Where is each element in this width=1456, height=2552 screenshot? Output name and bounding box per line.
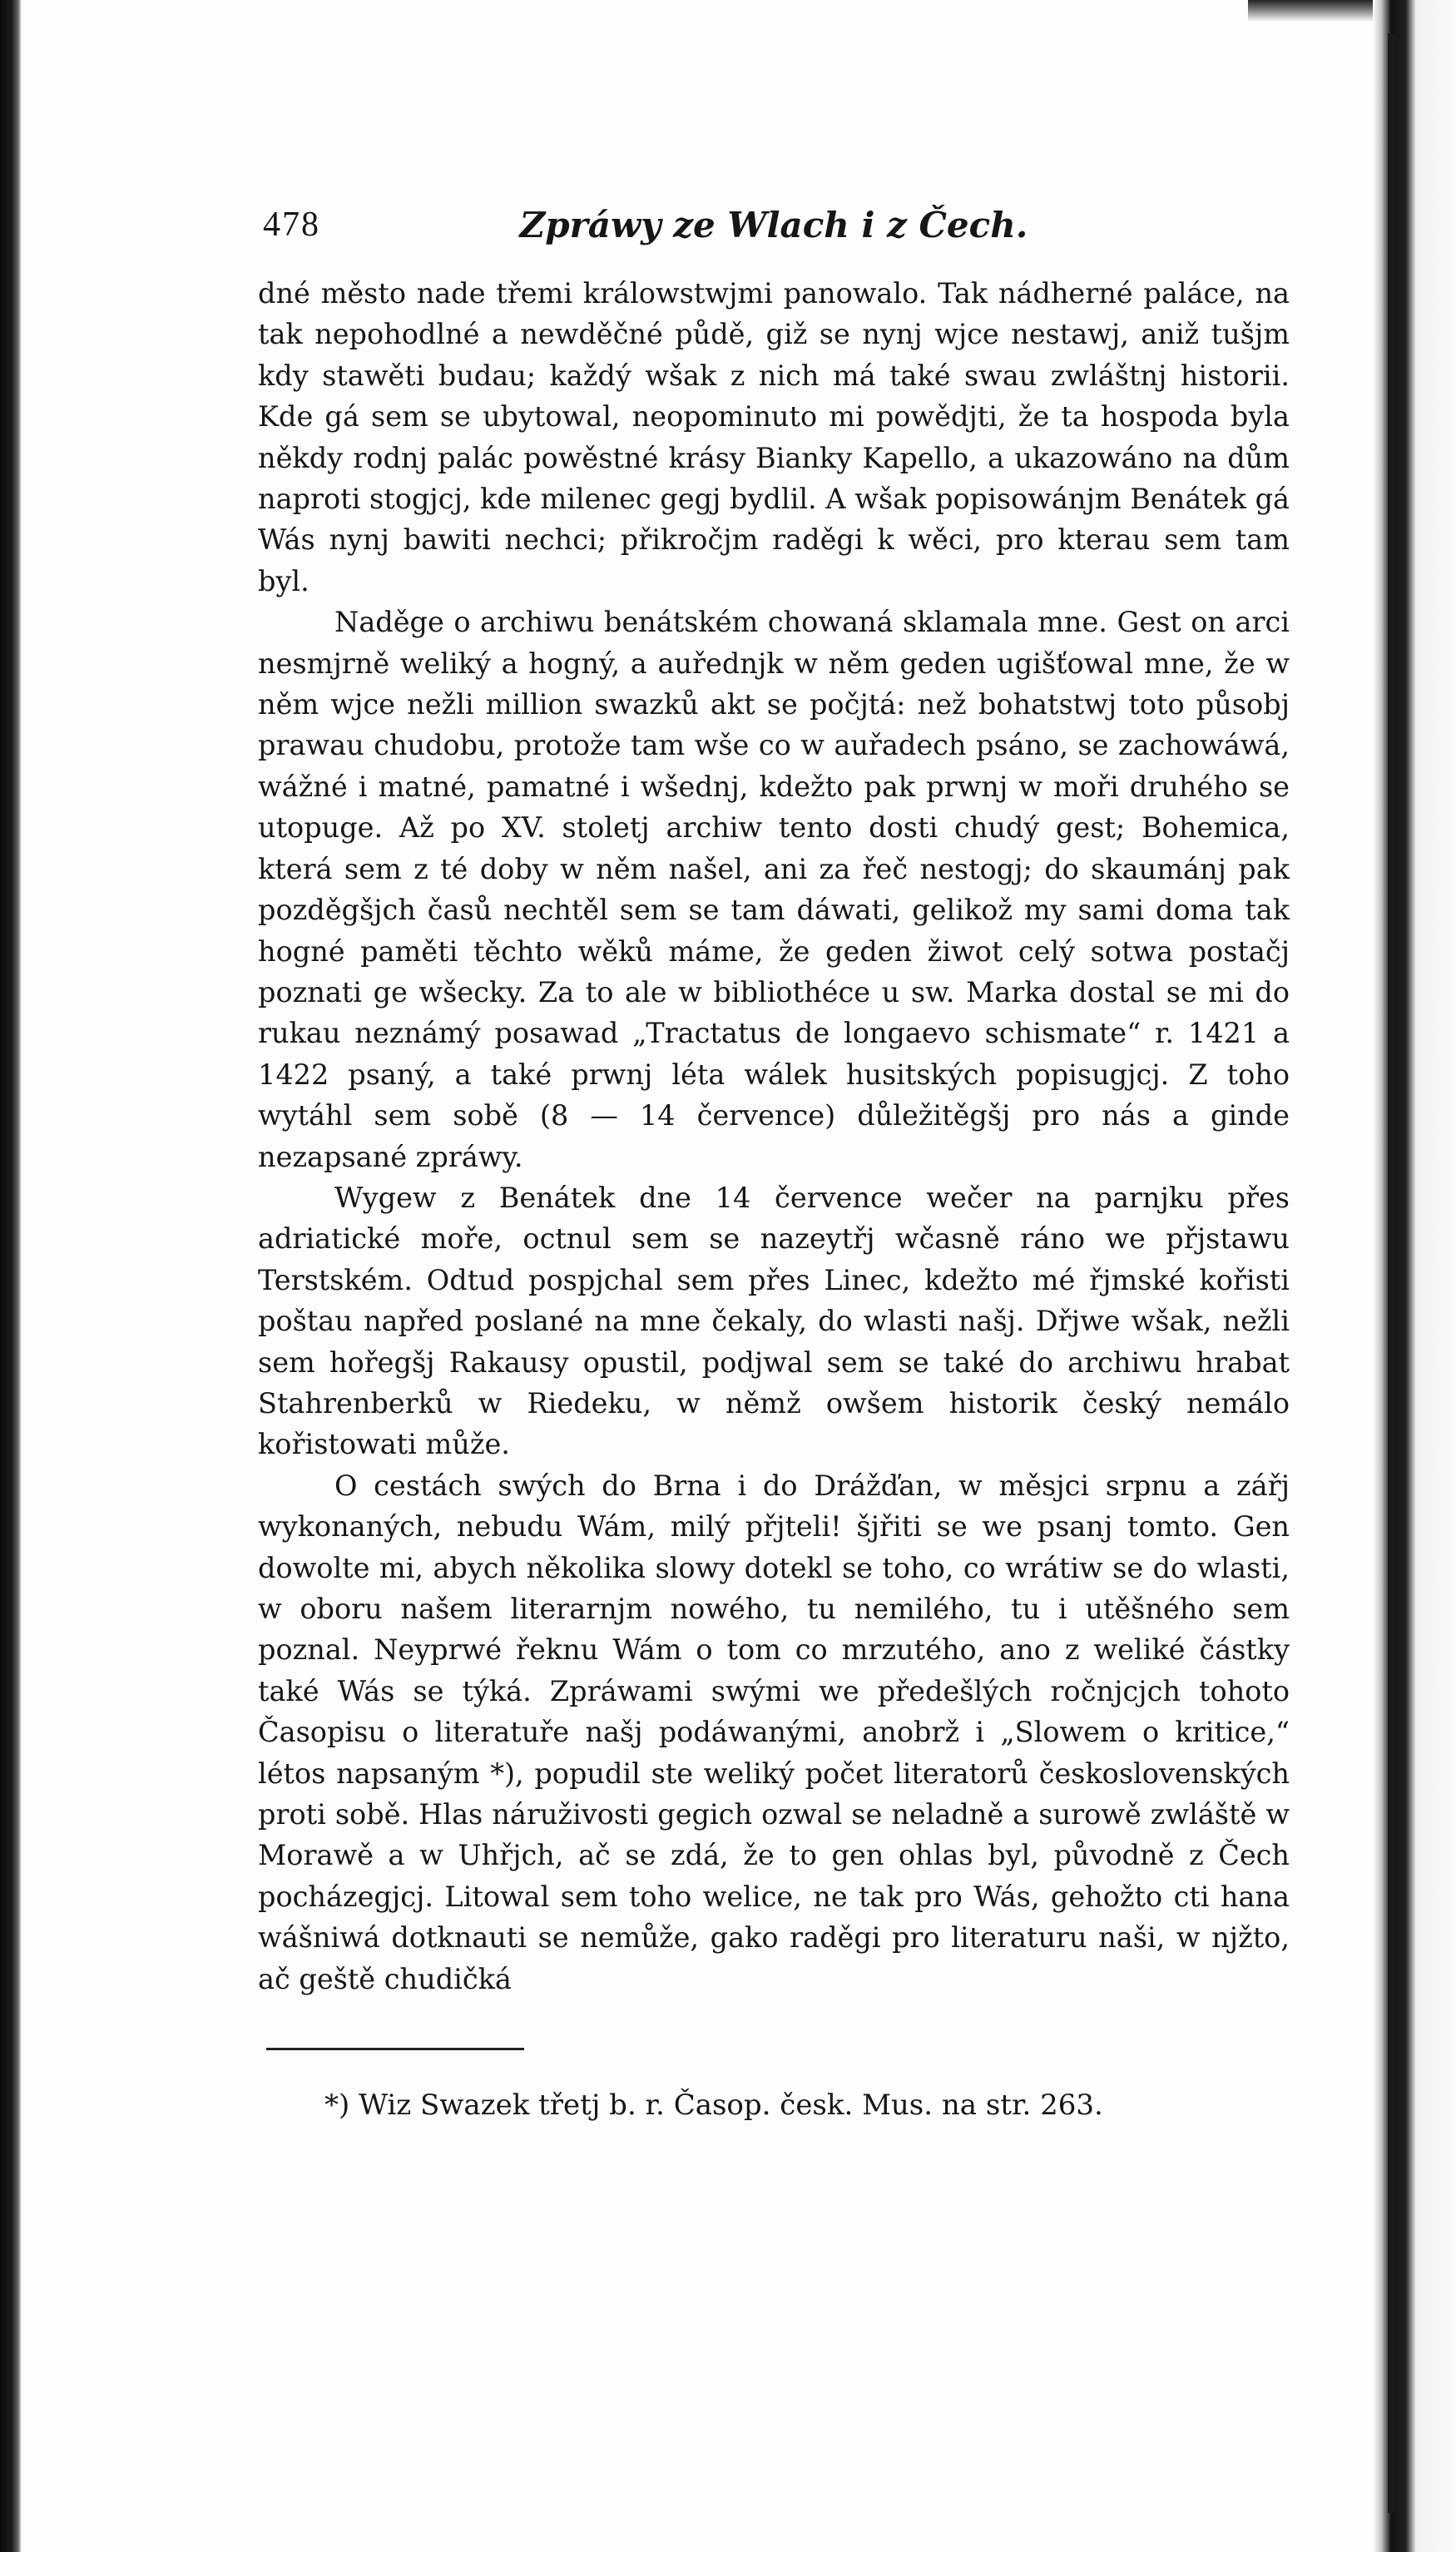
scan-edge-top	[1248, 0, 1373, 22]
body-text	[258, 273, 1290, 1999]
footnote-rule	[266, 2048, 524, 2050]
paragraph-4: O cestách swých do Brna i do Drážďan, w měsjci srpnu a zářj wykonaných, nebudu Wám, milý přjteli! šjřiti se we psanj tomto. Gen dowolte mi, abych několika slowy dotekl se toho, co wrátiw se do wlasti, w oboru našem literarnjm nowého, tu nemilého, tu i utěšného sem poznal. Neyprwé řeknu Wám o tom co mrzutého, ano z weliké částky také Wás se týká. Zpráwami swými we předešlých ročnjcjch tohoto Časopisu o literatuře našj podáwanými, anobrž i „Slowem o kritice,“ létos napsaným *), popudil ste weliký počet literatorů československých proti sobě. Hlas náruživosti gegich ozwal se neladně a surowě zwláště w Morawě a w Uhřjch, ač se zdá, že to gen ohlas byl, původně z Čech pocházegjcj. Litowal sem toho welice, ne tak pro Wás, gehožto cti hana wášniwá dotknauti se nemůže, gako raděgi pro literaturu naši, w njžto, ač geště chudičká	[258, 1469, 1290, 1995]
paragraph-1: dné město nade třemi králowstwjmi panowalo. Tak nádherné paláce, na tak nepohodlné a newděčné půdě, giž se nynj wjce nestawj, aniž tušjm kdy stawěti budau; každý wšak z nich má také swau zwláštnj historii. Kde gá sem se ubytowal, neopominuto mi powědjti, že ta hospoda byla někdy rodnj palác powěstné krásy Bianky Kapello, a ukazowáno na dům naproti stogjcj, kde milenec gegj bydlil. A wšak popisowánjm Benátek gá Wás nynj bawiti nechci; přikročjm raděgi k wěci, pro kterau sem tam byl.	[258, 277, 1290, 597]
footnote: *) Wiz Swazek třetj b. r. Časop. česk. Mus. na str. 263.	[324, 2089, 1103, 2123]
running-head: Zpráwy ze Wlach i z Čech.	[519, 205, 1028, 245]
scan-edge-right	[1373, 0, 1456, 2552]
book-spine-shadow	[1388, 33, 1395, 2513]
paragraph-2: Naděge o archiwu benátském chowaná sklamala mne. Gest on arci nesmjrně weliký a hogný, a auřednjk w něm geden ugišťowal mne, že w něm wjce nežli million swazků akt se počjtá: než bohatstwj toto působj prawau chudobu, protože tam wše co w auřadech psáno, se zachowáwá, wážné i matné, pamatné i wšednj, kdežto pak prwnj w moři druhého se utopuge. Až po XV. stoletj archiw tento dosti chudý gest; Bohemica, která sem z té doby w něm našel, ani za řeč nestogj; do skaumánj pak pozděgšjch časů nechtěl sem se tam dáwati, gelikož my sami doma tak hogné paměti těchto wěků máme, že geden žiwot celý sotwa postačj poznati ge wšecky. Za to ale w bibliothéce u sw. Marka dostal se mi do rukau neznámý posawad „Tractatus de longaevo schismate“ r. 1421 a 1422 psaný, a také prwnj léta wálek husitských popisugjcj. Z toho wytáhl sem sobě (8 — 14 července) důležitěgšj pro nás a ginde nezapsané zpráwy.	[258, 606, 1290, 1173]
scan-edge-left	[0, 0, 22, 2552]
paragraph-3: Wygew z Benátek dne 14 července wečer na parnjku přes adriatické moře, octnul sem se nazeytřj wčasně ráno we přjstawu Terstském. Odtud pospjchal sem přes Linec, kdežto mé řjmské kořisti poštau napřed poslané na mne čekaly, do wlasti našj. Dřjwe wšak, nežli sem hořegšj Rakausy opustil, podjwal sem se také do archiwu hrabat Stahrenberků w Riedeku, w němž owšem historik český nemálo kořistowati může.	[258, 1181, 1290, 1461]
page-number: 478	[263, 206, 320, 244]
page-header	[258, 196, 1290, 255]
book-page	[258, 196, 1290, 2125]
